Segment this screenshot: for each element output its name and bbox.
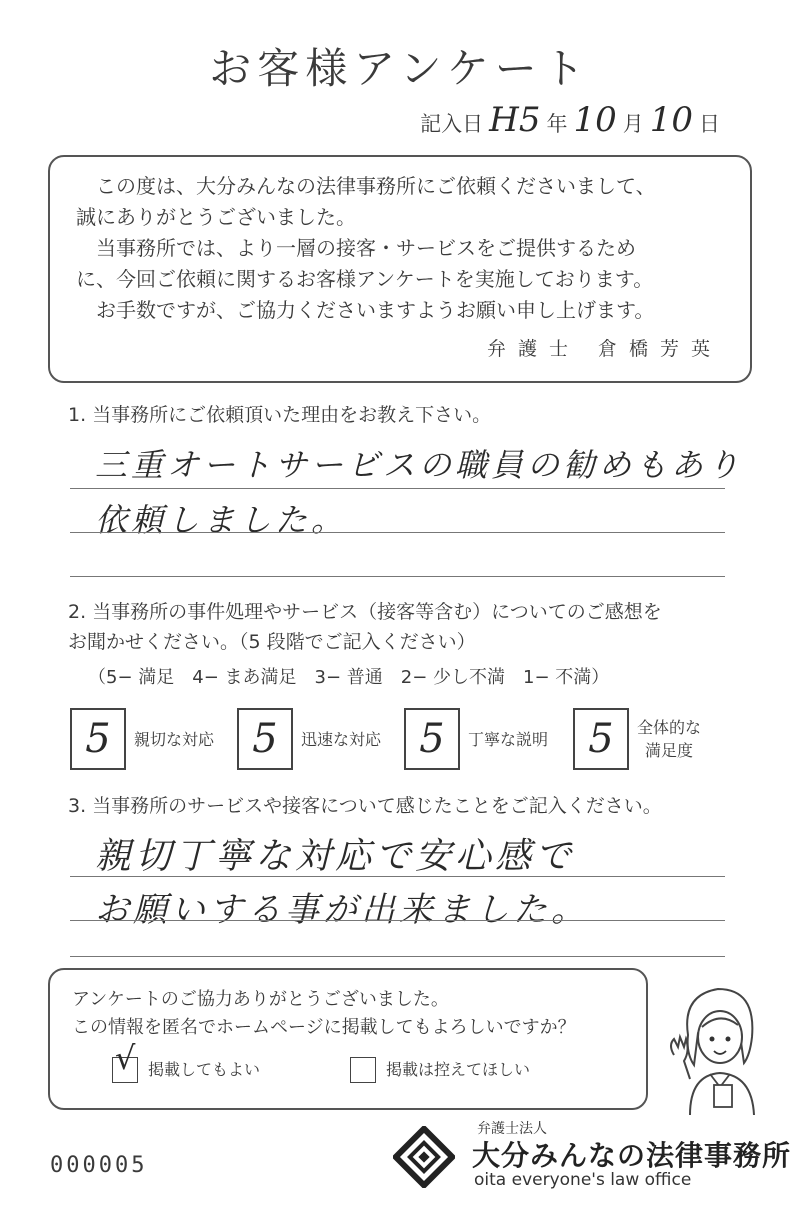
lawyer-signature: 弁護士 倉橋芳英 <box>486 338 722 360</box>
rating-label-line: 満足度 <box>645 741 694 760</box>
firm-name-english: oita everyone's law office <box>474 1170 692 1190</box>
consent-line: アンケートのご協力ありがとうございました。 <box>72 989 449 1010</box>
date-era: H5 <box>489 100 541 140</box>
firm-logo-icon <box>393 1126 455 1188</box>
intro-line: 誠にありがとうございました。 <box>76 205 356 229</box>
answer-3-line-2[interactable]: お願いする事が出来ました。 <box>95 890 589 930</box>
date-label: 記入日 <box>420 112 484 136</box>
rating-box[interactable]: 5 <box>573 708 629 770</box>
rating-explanation <box>404 708 548 770</box>
consent-box <box>48 968 648 1110</box>
rating-label <box>637 716 701 762</box>
consent-option-yes[interactable] <box>112 1039 261 1084</box>
firm-type: 弁護士法人 <box>477 1121 547 1137</box>
intro-line: に、今回ご依頼に関するお客様アンケートを実施しております。 <box>76 267 654 291</box>
intro-line: この度は、大分みんなの法律事務所にご依頼くださいまして、 <box>96 174 656 198</box>
question-1: 1. 当事務所にご依頼頂いた理由をお教え下さい。 <box>68 404 492 426</box>
rating-label-line: 全体的な <box>637 718 702 737</box>
answer-rule <box>70 920 725 921</box>
year-unit: 年 <box>546 112 568 136</box>
question-2-line-2: お聞かせください。（5 段階でご記入ください） <box>68 631 476 653</box>
rating-scale: （5− 満足 4− まあ満足 3− 普通 2− 少し不満 1− 不満） <box>88 667 610 688</box>
option-label: 掲載してもよい <box>148 1060 261 1079</box>
rating-speed <box>237 708 381 770</box>
question-3: 3. 当事務所のサービスや接客について感じたことをご記入ください。 <box>68 795 662 817</box>
rating-kindness <box>70 708 214 770</box>
firm-name: 大分みんなの法律事務所 <box>472 1139 792 1172</box>
receptionist-illustration-icon <box>660 975 780 1115</box>
rating-label: 親切な対応 <box>134 729 215 749</box>
rating-overall <box>573 708 701 770</box>
answer-3-line-1[interactable]: 親切丁寧な対応で安心感で <box>95 836 576 877</box>
date-day: 10 <box>649 100 693 140</box>
answer-rule <box>70 956 725 957</box>
month-unit: 月 <box>622 112 644 136</box>
consent-option-no[interactable] <box>350 1056 530 1084</box>
answer-rule <box>70 876 725 877</box>
answer-rule <box>70 488 725 489</box>
rating-box[interactable]: 5 <box>237 708 293 770</box>
intro-line: 当事務所では、より一層の接客・サービスをご提供するため <box>96 236 636 260</box>
intro-message-box <box>48 155 752 383</box>
answer-1-line-2[interactable]: 依頼しました。 <box>95 501 348 539</box>
option-label: 掲載は控えてほしい <box>386 1060 531 1079</box>
answer-rule <box>70 532 725 533</box>
serial-number: 000005 <box>50 1153 148 1178</box>
rating-label: 丁寧な説明 <box>468 729 549 749</box>
date-month: 10 <box>573 100 617 140</box>
rating-box[interactable]: 5 <box>70 708 126 770</box>
rating-box[interactable]: 5 <box>404 708 460 770</box>
rating-label: 迅速な対応 <box>301 729 382 749</box>
check-mark-icon: √ <box>115 1039 136 1077</box>
page-title: お客様アンケート <box>209 44 591 93</box>
entry-date <box>420 100 720 140</box>
question-2-line-1: 2. 当事務所の事件処理やサービス（接客等含む）についてのご感想を <box>68 601 662 623</box>
answer-1-line-1[interactable]: 三重オートサービスの職員の勧めもあり <box>95 446 744 484</box>
consent-line: この情報を匿名でホームページに掲載してもよろしいですか？ <box>72 1017 576 1038</box>
checkbox-no[interactable] <box>350 1057 376 1083</box>
intro-line: お手数ですが、ご協力くださいますようお願い申し上げます。 <box>96 298 655 322</box>
checkbox-yes[interactable] <box>112 1039 138 1083</box>
answer-rule <box>70 576 725 577</box>
day-unit: 日 <box>699 112 720 136</box>
